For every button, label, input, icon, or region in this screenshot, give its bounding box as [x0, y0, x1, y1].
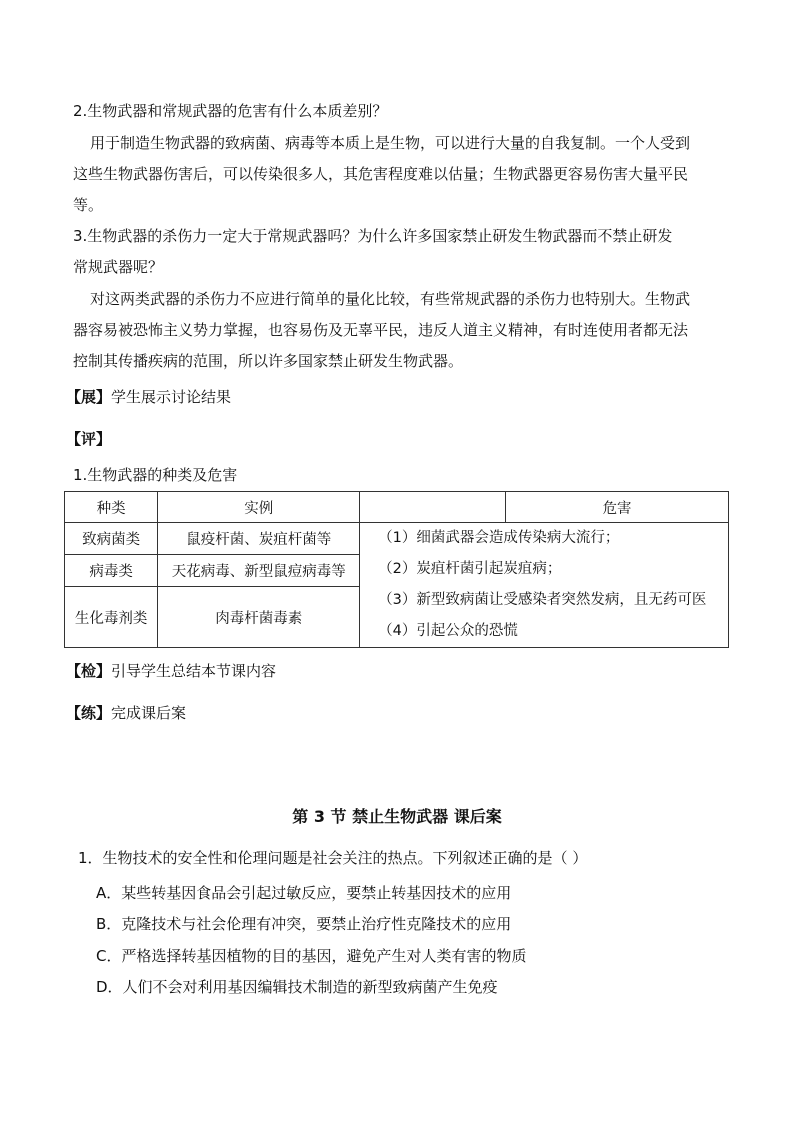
- table-header-row: [65, 492, 729, 523]
- header-kind: 种类: [65, 492, 158, 523]
- row-kind: 生化毒剂类: [65, 587, 158, 648]
- answer-2-line-3: 等。: [73, 196, 104, 214]
- option-c: C．严格选择转基因植物的目的基因，避免产生对人类有害的物质: [96, 947, 527, 965]
- answer-2-line-1: 用于制造生物武器的致病菌、病毒等本质上是生物，可以进行大量的自我复制。一个人受到: [90, 134, 691, 152]
- answer-3-line-1: 对这两类武器的杀伤力不应进行简单的量化比较，有些常规武器的杀伤力也特别大。生物武: [90, 290, 691, 308]
- question-3-line-2: 常规武器呢？: [73, 258, 164, 276]
- hazard-cell: [360, 523, 729, 648]
- hazard-item: （4）引起公众的恐慌: [378, 623, 518, 639]
- answer-3-line-2: 器容易被恐怖主义势力掌握，也容易伤及无辜平民，违反人道主义精神，有时连使用者都无法: [73, 321, 689, 339]
- homework-question-1: 1．生物技术的安全性和伦理问题是社会关注的热点。下列叙述正确的是（ ）: [78, 849, 588, 867]
- header-example-ext: [360, 492, 506, 522]
- answer-3-line-3: 控制其传播疾病的范围，所以许多国家禁止研发生物武器。: [73, 352, 464, 370]
- row-example: 鼠疫杆菌、炭疽杆菌等: [158, 523, 360, 555]
- row-kind: 致病菌类: [65, 523, 158, 555]
- header-hazard-wrap: [360, 492, 729, 523]
- answer-2-line-2: 这些生物武器伤害后，可以传染很多人，其危害程度难以估量；生物武器更容易伤害大量平民: [73, 165, 689, 183]
- section-jian-tag: 【检】: [66, 662, 112, 680]
- option-d: D．人们不会对利用基因编辑技术制造的新型致病菌产生免疫: [96, 978, 498, 996]
- table-caption: 1.生物武器的种类及危害: [73, 466, 238, 484]
- table-row: [65, 523, 729, 555]
- question-2: 2.生物武器和常规武器的危害有什么本质差别？: [73, 102, 388, 120]
- question-3-line-1: 3.生物武器的杀伤力一定大于常规武器吗？为什么许多国家禁止研发生物武器而不禁止研发: [73, 227, 673, 245]
- hazard-item: （3）新型致病菌让受感染者突然发病，且无药可医: [378, 592, 707, 608]
- hazard-item: （1）细菌武器会造成传染病大流行；: [378, 530, 620, 546]
- header-example-label: 实例: [244, 500, 274, 517]
- section-lian-tag: 【练】: [66, 704, 112, 722]
- header-example: [158, 492, 360, 523]
- section-jian-text: 引导学生总结本节课内容: [111, 662, 277, 680]
- option-a: A．某些转基因食品会引起过敏反应，要禁止转基因技术的应用: [96, 884, 512, 902]
- row-example: 天花病毒、新型鼠痘病毒等: [158, 555, 360, 587]
- bioweapon-table: [64, 491, 729, 648]
- section-lian: [66, 702, 186, 724]
- header-hazard: 危害: [602, 500, 632, 517]
- section-ping-tag: 【评】: [66, 430, 112, 448]
- option-b: B．克隆技术与社会伦理有冲突，要禁止治疗性克隆技术的应用: [96, 915, 512, 933]
- section-jian: [66, 660, 276, 682]
- section-zhan-text: 学生展示讨论结果: [111, 388, 232, 406]
- section-ping: [66, 428, 111, 450]
- row-example: 肉毒杆菌毒素: [158, 587, 360, 648]
- section-zhan-tag: 【展】: [66, 388, 112, 406]
- row-kind: 病毒类: [65, 555, 158, 587]
- section-lian-text: 完成课后案: [111, 704, 187, 722]
- section-zhan: [66, 386, 231, 408]
- hazard-item: （2）炭疽杆菌引起炭疽病；: [378, 561, 562, 577]
- homework-title: 第 3 节 禁止生物武器 课后案: [292, 807, 502, 826]
